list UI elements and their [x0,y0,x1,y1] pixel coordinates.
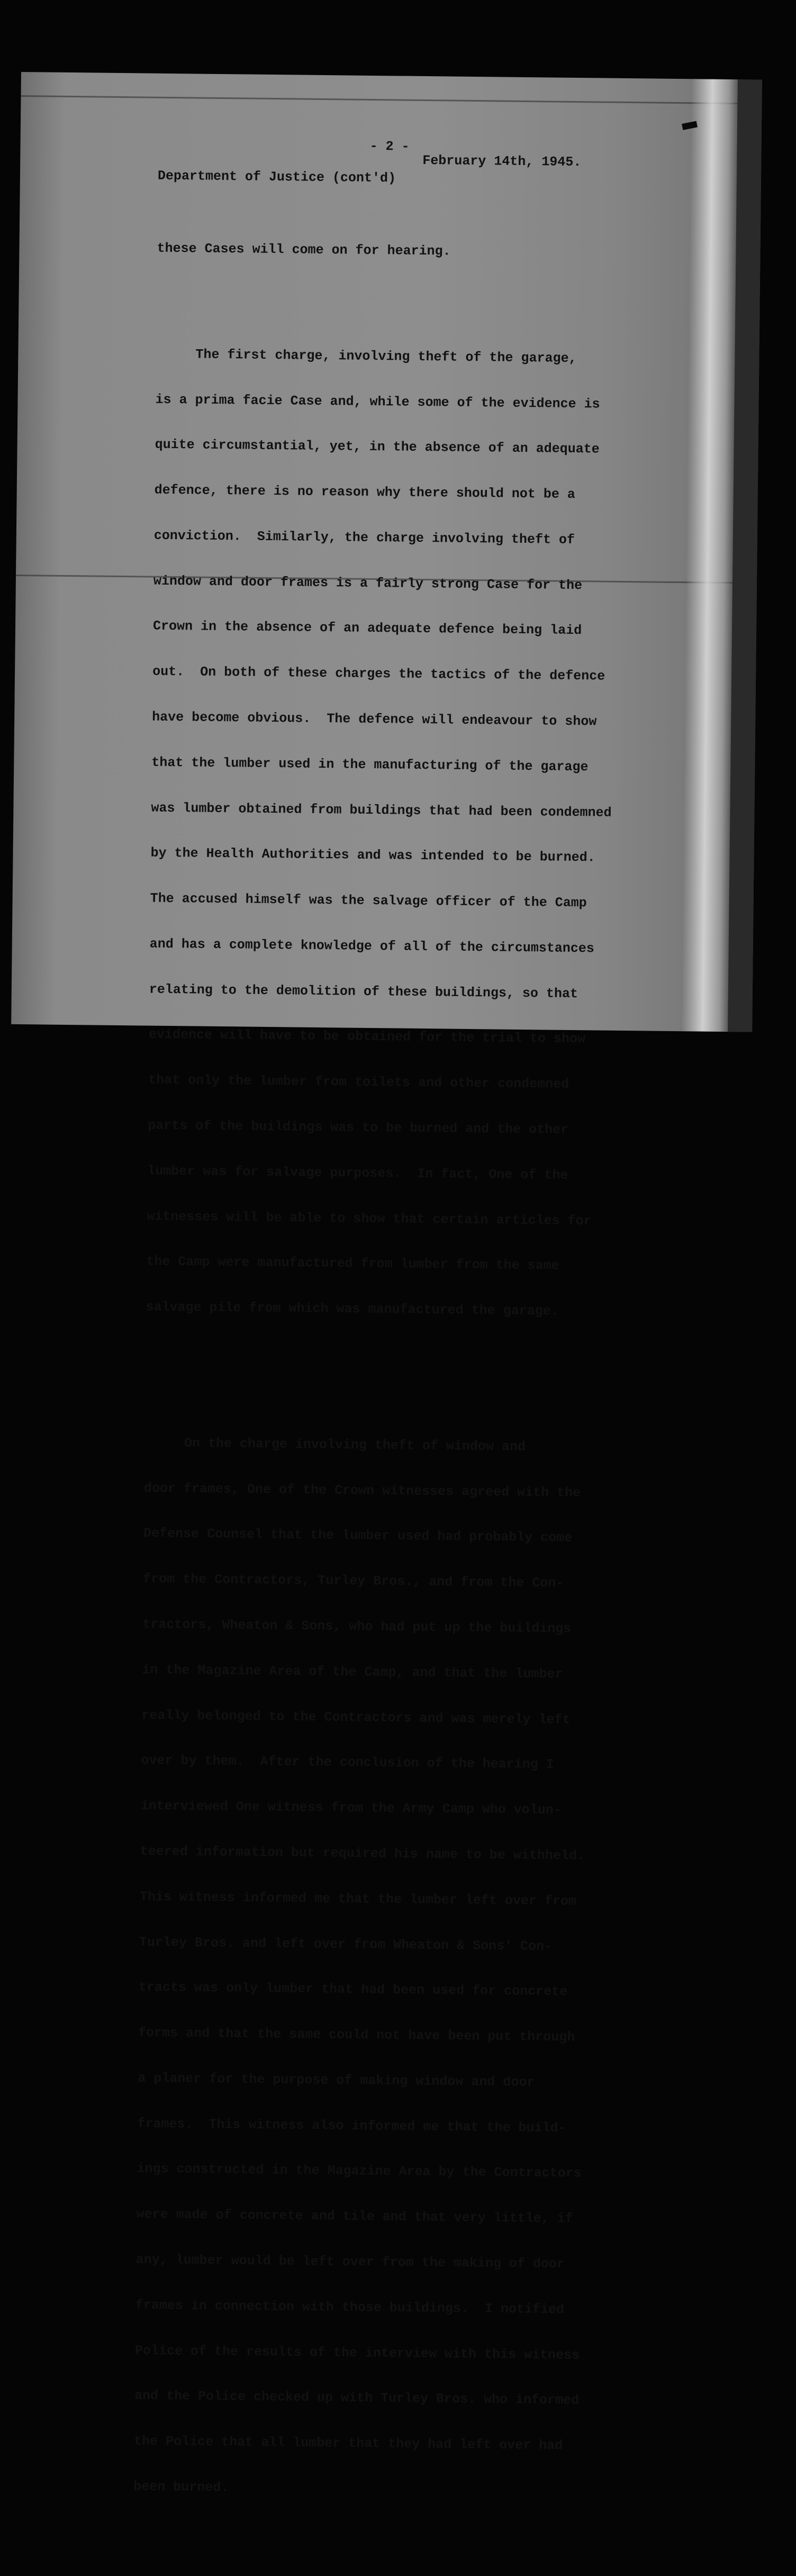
text-line: quite circumstantial, yet, in the absence of an adequate [155,436,600,457]
text-line: conviction. Similarly, the charge involving theft of [153,527,575,548]
text-line: a planer for the purpose of making window and door [138,2070,535,2090]
text-line: Police of the results of the interview with this witness [134,2343,580,2363]
text-line: The first charge, involving theft of the garage, [156,346,577,366]
text-line: really belonged to the Contractors and was merely left [141,1707,571,1727]
text-line: been burned. [133,2479,229,2496]
text-line: the Police that all lumber that they had left over had [133,2433,563,2454]
text-line: lumber was for salvage purposes. In fact, One of the [147,1163,568,1183]
text-line: tractors, Wheaton & Sons, who had put up the buildings [142,1616,572,1637]
text-line: On the charge involving theft of window and [144,1435,526,1455]
text-line: evidence will have to be obtained for the trial to show [148,1027,586,1047]
text-line: salvage pile from which was manufactured the garage. [146,1299,559,1319]
text-line: was lumber obtained from buildings that had been condemned [151,800,612,821]
text-line: teered information but required his name to be withheld. [140,1843,585,1864]
text-line: were made of concrete and tile and that very little, if [136,2206,573,2227]
text-line: Crown in the absence of an adequate defence being laid [152,618,582,639]
text-line: in the Magazine Area of the Camp, and that the lumber [142,1662,563,1682]
letter-date: February 14th, 1945. [422,152,582,170]
paragraph-window-frames [133,1405,605,2529]
text-line: and the Police checked up with Turley Bros. who informed [134,2388,580,2408]
text-line: and has a complete knowledge of all of the circumstances [149,936,595,957]
text-line: parts of the buildings was to be burned and the other [148,1117,569,1137]
text-line: ings constructed in the Magazine Area by the Contractors [137,2161,582,2181]
text-line: witnesses will be able to show that certain articles for [147,1208,592,1228]
text-line: frames in connection with those buildings. I notified [135,2297,565,2317]
text-line: Defense Counsel that the lumber used had probably come [143,1526,573,1546]
paragraph-first-charge [146,316,617,1350]
text-line: interviewed One witness from the Army Camp who volun- [140,1798,562,1818]
letter-text [133,137,688,2496]
text-line: tracts was only lumber that had been used for concrete [138,1979,568,2000]
text-line: relating to the demolition of these buildings, so that [149,981,578,1002]
text-line: is a prima facie Case and, while some of the evidence is [155,392,600,412]
text-line: from the Contractors, Turley Bros., and from the Con- [143,1571,564,1591]
text-line: by the Health Authorities and was intended to be burned. [150,845,595,866]
text-line: that the lumber used in the manufacturing of the garage [151,754,589,775]
text-line: that only the lumber from toilets and other condemned [148,1072,569,1093]
text-line: forms and that the same could not have been put through [138,2025,575,2045]
text-line: the Camp were manufactured from lumber from the same [146,1253,559,1274]
text-line: window and door frames is a fairly strong Case for the [153,573,583,593]
page-fold-line [21,95,762,105]
opening-line: these Cases will come on for hearing. [157,240,451,259]
page-number: - 2 - [369,138,410,154]
letter-page [11,72,762,2496]
text-line: defence, there is no reason why there should not be a [154,482,575,503]
text-line: door frames, One of the Crown witnesses agreed with the [143,1480,581,1500]
text-line: any, lumber would be left over from the making of door [135,2252,565,2272]
text-line: The accused himself was the salvage officer of the Camp [150,890,587,911]
text-line: have become obvious. The defence will endeavour to show [152,709,597,730]
text-line: out. On both of these charges the tactics of the defence [152,663,605,684]
text-line: This witness informed me that the lumber left over from [139,1889,577,1909]
addressee-line: Department of Justice (cont'd) [157,168,396,186]
letter-body [133,211,618,2575]
text-line: Turley Bros. and left over from Wheaton & Sons' Con- [139,1934,553,1954]
text-line: over by them. After the conclusion of the hearing I [141,1752,554,1773]
text-line: frames. This witness also informed me that the build- [137,2116,566,2136]
